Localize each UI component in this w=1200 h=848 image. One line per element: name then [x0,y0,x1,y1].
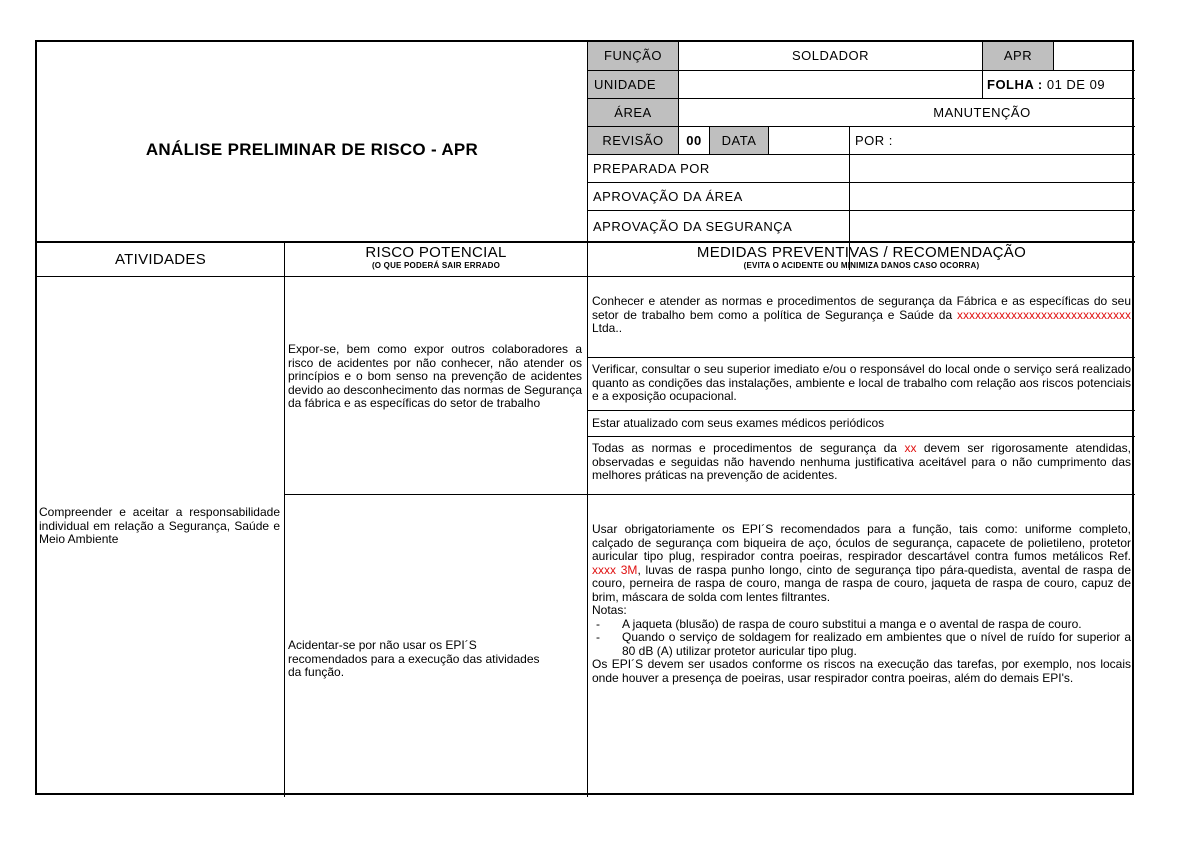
col-medidas-sub: (EVITA O ACIDENTE OU MINIMIZA DANOS CASO OCORRA) [743,261,980,270]
apr-form [35,40,1134,795]
medida-cell-epi [592,523,1131,685]
data-label: DATA [710,127,768,154]
folha-field [987,71,1137,98]
medida-cell-3: Estar atualizado com seus exames médicos periódicos [592,416,885,430]
col-atividades-label: ATIVIDADES [114,251,207,268]
nota-1-dash: - [596,616,600,631]
col-header-risco [285,243,587,277]
aprovacao-area-field[interactable] [850,183,1134,210]
area-value: MANUTENÇÃO [933,105,1031,120]
medida-4-text-a: Todas as normas e procedimentos de segurança da [592,441,905,455]
medida-1-company-placeholder: xxxxxxxxxxxxxxxxxxxxxxxxxxxxx [957,307,1131,322]
col-risco-label: RISCO POTENCIAL [365,244,507,261]
revisao-label: REVISÃO [588,127,678,154]
funcao-label: FUNÇÃO [588,42,678,70]
medida-1-text-a: Conhecer e atender as normas e procedimentos de segurança da Fábrica e as específicas do seu setor de trabalho bem como a política de Segurança e Saúde da [592,294,1131,322]
apr-label: APR [983,42,1053,70]
col-header-medidas [588,243,1135,277]
area-label: ÁREA [588,99,678,126]
aprovacao-area-label: APROVAÇÃO DA ÁREA [593,189,743,204]
epi-paragraph [592,523,1131,604]
preparada-por-field[interactable] [850,155,1134,182]
nota-1-text: A jaqueta (blusão) de raspa de couro substitui a manga e o avental de raspa de couro. [622,616,1082,631]
preparada-por-label: PREPARADA POR [593,161,710,176]
col-risco-sub: (O QUE PODERÁ SAIR ERRADO [371,261,501,270]
aprovacao-seguranca-field[interactable] [850,211,1134,242]
unidade-label: UNIDADE [588,71,678,98]
medida-cell-4 [592,442,1131,483]
risco-cell-1: Expor-se, bem como expor outros colaboradores a risco de acidentes por não conhecer, não atender os princípios e o bom senso na prevenção de acidentes devido ao desconhecimento das normas de Segurança da fábrica e as específicas do setor de trabalho [288,342,582,410]
medida-4-text-b: devem ser rigorosamente atendidas, observadas e seguidas não havendo nenhuma justificativa aceitável para o não cumprimento das melhores práticas na prevenção de acidentes. [592,441,1132,482]
funcao-value: SOLDADOR [792,48,869,63]
folha-label: FOLHA : [987,77,1043,92]
medida-1-text-b: Ltda.. [592,321,623,335]
nota-2-dash: - [596,630,600,644]
data-value-field[interactable] [769,127,849,154]
revisao-value: 00 [686,133,702,148]
medida-4-company-placeholder: xx [904,441,917,455]
col-header-atividades [37,243,284,277]
medida-cell-1 [592,295,1131,336]
epi-text-a: Usar obrigatoriamente os EPI´S recomendados para a função, tais como: uniforme completo, calçado de segurança com biqueira de aço, óculos de segurança, capacete de polietileno, protetor auricular tipo plug, respirador contra poeiras, respirador descartável contra fumos metálicos Ref. [592,522,1131,563]
notas-list [592,618,1131,659]
medida-cell-2: Verificar, consultar o seu superior imediato e/ou o responsável do local onde o serviço será realizado quanto as condições das instalações, ambiente e local de trabalho com relação aos riscos potenciais e a exposição ocupacional. [592,362,1131,403]
page-title: ANÁLISE PRELIMINAR DE RISCO - APR [145,140,479,159]
nota-2-text: Quando o serviço de soldagem for realizado em ambientes que o nível de ruído for superior a 80 dB (A) utilizar protetor auricular tipo plug. [622,630,1131,658]
folha-value: 01 DE 09 [1042,77,1106,92]
por-label: POR : [855,133,893,148]
aprovacao-seguranca-label: APROVAÇÃO DA SEGURANÇA [593,219,793,234]
epi-text-b: , luvas de raspa punho longo, cinto de segurança tipo pára-quedista, avental de raspa de couro, perneira de raspa de couro, manga de raspa de couro, jaqueta de raspa de couro, capuz de brim, máscara de solda com lentes filtrantes. [592,562,1131,604]
nota-item-2 [592,631,1131,658]
apr-value-field[interactable] [1054,42,1134,70]
atividade-cell: Compreender e aceitar a responsabilidade individual em relação a Segurança, Saúde e Meio Ambiente [39,505,280,546]
epi-final-paragraph: Os EPI´S devem ser usados conforme os riscos na execução das tarefas, por exemplo, nos locais onde houver a presença de poeiras, usar respirador contra poeiras, além do demais EPI's. [592,657,1131,685]
nota-item-1 [592,618,1131,632]
epi-ref-placeholder: xxxx 3M [592,562,638,577]
col-medidas-label: MEDIDAS PREVENTIVAS / RECOMENDAÇÃO [696,244,1027,261]
notas-label: Notas: [592,603,627,617]
unidade-value-field[interactable] [679,71,982,98]
risco-cell-2: Acidentar-se por não usar os EPI´S recomendados para a execução das atividades da função. [288,638,540,679]
